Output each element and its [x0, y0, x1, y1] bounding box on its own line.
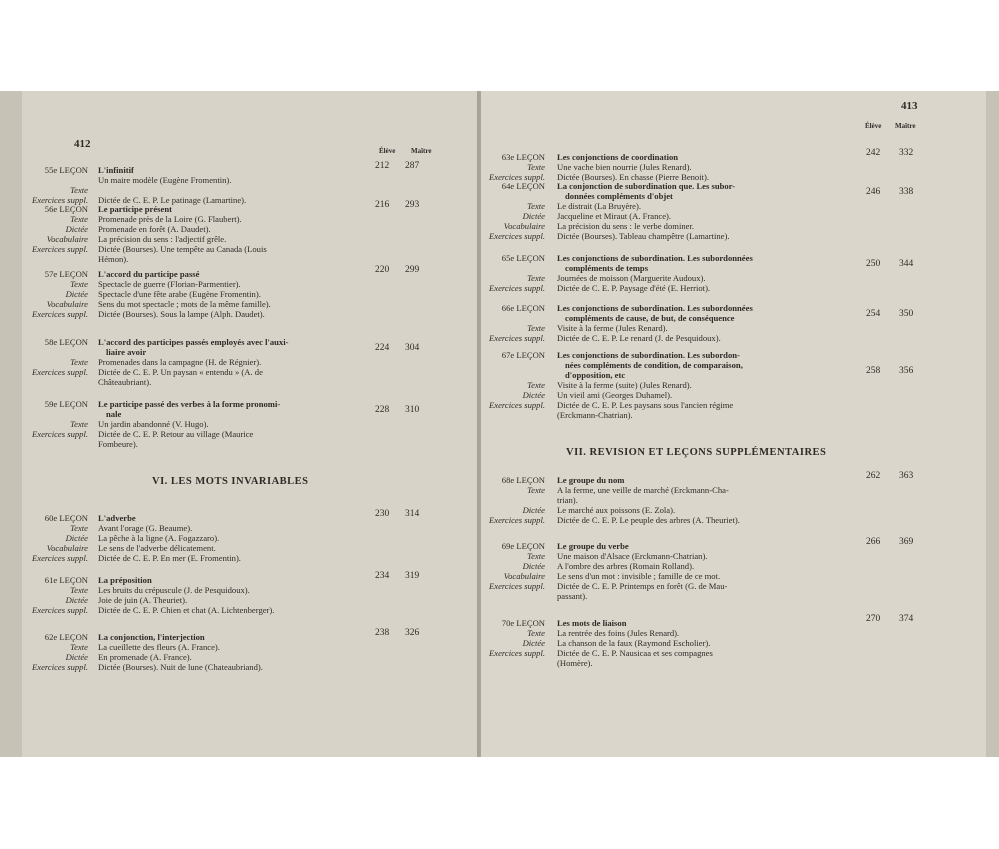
line-label: Texte: [527, 323, 545, 333]
line-text: Hémon).: [98, 254, 129, 264]
section-title: VI. LES MOTS INVARIABLES: [152, 476, 309, 487]
lesson-title: Les conjonctions de subordination. Les subordonnées: [557, 303, 753, 313]
column-header-eleve: Élève: [379, 147, 396, 155]
line-text: La cueillette des fleurs (A. France).: [98, 642, 220, 652]
lesson-number: 69e LEÇON: [501, 541, 545, 551]
page-ref-eleve: 266: [866, 537, 881, 547]
page-ref-maitre: 293: [405, 200, 420, 210]
lesson-title: Le participe présent: [98, 204, 172, 214]
line-text: Fombeure).: [98, 439, 138, 449]
page-ref-maitre: 299: [405, 265, 420, 275]
lesson-title: nale: [106, 409, 122, 419]
line-text: Dictée (Bourses). Nuit de lune (Chateaubriand).: [98, 662, 263, 672]
line-label: Exercices suppl.: [489, 515, 545, 525]
page-ref-eleve: 246: [866, 187, 881, 197]
line-text: (Homère).: [557, 658, 593, 668]
line-text: Une maison d'Alsace (Erckmann-Chatrian).: [557, 551, 708, 561]
line-text: Promenade en forêt (A. Daudet).: [98, 224, 211, 234]
page-ref-maitre: 356: [899, 366, 914, 376]
lesson-title: Les conjonctions de subordination. Les subordonnées: [557, 253, 753, 263]
lesson-number: 62e LEÇON: [44, 632, 88, 642]
lesson-title: Le participe passé des verbes à la forme pronomi-: [98, 399, 281, 409]
page-ref-eleve: 250: [866, 259, 881, 269]
line-text: Dictée (Bourses). Sous la lampe (Alph. Daudet).: [98, 309, 265, 319]
line-text: Sens du mot spectacle ; mots de la même famille).: [98, 299, 271, 309]
line-label: Exercices suppl.: [32, 662, 88, 672]
line-label: Dictée: [65, 224, 88, 234]
line-text: Promenade près de la Loire (G. Flaubert).: [98, 214, 242, 224]
lesson-number: 60e LEÇON: [44, 513, 88, 523]
line-label: Exercices suppl.: [32, 605, 88, 615]
lesson-title: L'accord des participes passés employés avec l'auxi-: [98, 337, 289, 347]
page-ref-eleve: 228: [375, 405, 390, 415]
line-label: Texte: [70, 419, 88, 429]
line-text: A l'ombre des arbres (Romain Rolland).: [557, 561, 695, 571]
line-text: Journées de moisson (Marguerite Audoux).: [557, 273, 706, 283]
lesson-title: liaire avoir: [106, 347, 147, 357]
page-ref-maitre: 374: [899, 614, 914, 624]
line-label: Dictée: [65, 652, 88, 662]
line-label: Exercices suppl.: [489, 231, 545, 241]
line-text: Dictée (Bourses). Une tempête au Canada (Louis: [98, 244, 267, 254]
line-text: Le marché aux poissons (E. Zola).: [557, 505, 676, 515]
line-text: Visite à la ferme (Jules Renard).: [557, 323, 668, 333]
page-ref-eleve: 238: [375, 628, 390, 638]
page-ref-maitre: 326: [405, 628, 420, 638]
line-text: Dictée (Bourses). En chasse (Pierre Benoit).: [557, 172, 710, 182]
page-ref-maitre: 363: [899, 471, 914, 481]
lesson-title: Les conjonctions de coordination: [557, 152, 679, 162]
line-text: Dictée de C. E. P. Le peuple des arbres (A. Theuriet).: [557, 515, 740, 525]
line-text: Un maire modèle (Eugène Fromentin).: [98, 175, 232, 185]
lesson-title: Les mots de liaison: [557, 618, 627, 628]
lesson-title: données compléments d'objet: [565, 191, 673, 201]
line-label: Vocabulaire: [46, 543, 88, 553]
line-text: trian).: [557, 495, 578, 505]
line-label: Exercices suppl.: [489, 648, 545, 658]
line-text: La rentrée des foins (Jules Renard).: [557, 628, 680, 638]
line-label: Exercices suppl.: [32, 309, 88, 319]
line-text: Une vache bien nourrie (Jules Renard).: [557, 162, 692, 172]
page-ref-eleve: 242: [866, 148, 881, 158]
page-ref-maitre: 304: [405, 343, 420, 353]
lesson-number: 57e LEÇON: [44, 269, 88, 279]
column-header-maitre: Maître: [411, 147, 432, 155]
line-text: Dictée de C. E. P. Printemps en forêt (G. de Mau-: [557, 581, 728, 591]
line-text: Dictée de C. E. P. Retour au village (Maurice: [98, 429, 254, 439]
line-text: Les bruits du crépuscule (J. de Pesquidoux).: [98, 585, 250, 595]
lesson-number: 63e LEÇON: [501, 152, 545, 162]
page-ref-maitre: 287: [405, 161, 420, 171]
page-ref-maitre: 310: [405, 405, 420, 415]
column-header-eleve: Élève: [865, 122, 882, 130]
line-text: A la ferme, une veille de marché (Erckmann-Cha-: [557, 485, 729, 495]
line-label: Texte: [527, 273, 545, 283]
page-ref-maitre: 314: [405, 509, 420, 519]
page-ref-maitre: 369: [899, 537, 914, 547]
line-text: Promenades dans la campagne (H. de Régnier).: [98, 357, 262, 367]
line-text: Spectacle de guerre (Florian-Parmentier).: [98, 279, 241, 289]
line-label: Texte: [70, 185, 88, 195]
line-label: Dictée: [65, 595, 88, 605]
line-label: Texte: [70, 523, 88, 533]
lesson-title: L'infinitif: [98, 165, 134, 175]
column-header-maitre: Maître: [895, 122, 916, 130]
line-label: Texte: [70, 279, 88, 289]
line-label: Vocabulaire: [503, 221, 545, 231]
line-text: passant).: [557, 591, 588, 601]
line-text: Dictée de C. E. P. Un paysan « entendu » (A. de: [98, 367, 263, 377]
lesson-title: nées compléments de condition, de comparaison,: [565, 360, 743, 370]
line-label: Texte: [527, 551, 545, 561]
lesson-number: 65e LEÇON: [501, 253, 545, 263]
lesson-number: 66e LEÇON: [501, 303, 545, 313]
lesson-title: d'opposition, etc: [565, 370, 626, 380]
line-label: Dictée: [522, 638, 545, 648]
line-text: La précision du sens : le verbe dominer.: [557, 221, 694, 231]
line-label: Texte: [527, 162, 545, 172]
line-text: Spectacle d'une fête arabe (Eugène Fromentin).: [98, 289, 261, 299]
line-text: En promenade (A. France).: [98, 652, 192, 662]
lesson-number: 70e LEÇON: [501, 618, 545, 628]
lesson-number: 59e LEÇON: [44, 399, 88, 409]
line-text: Dictée de C. E. P. Nausicaa et ses compagnes: [557, 648, 713, 658]
section-title: VII. REVISION ET LEÇONS SUPPLÉMENTAIRES: [566, 447, 827, 458]
line-label: Exercices suppl.: [489, 581, 545, 591]
line-text: Dictée de C. E. P. En mer (E. Fromentin).: [98, 553, 241, 563]
line-label: Dictée: [65, 533, 88, 543]
line-label: Exercices suppl.: [32, 195, 88, 205]
left-page: [22, 91, 477, 757]
line-label: Texte: [70, 214, 88, 224]
line-text: Dictée (Bourses). Tableau champêtre (Lamartine).: [557, 231, 730, 241]
lesson-number: 56e LEÇON: [44, 204, 88, 214]
line-label: Exercices suppl.: [32, 244, 88, 254]
line-label: Texte: [70, 357, 88, 367]
line-text: Dictée de C. E. P. Le renard (J. de Pesquidoux).: [557, 333, 721, 343]
line-label: Texte: [527, 485, 545, 495]
line-label: Texte: [70, 585, 88, 595]
page-number: 413: [901, 100, 918, 112]
line-text: Visite à la ferme (suite) (Jules Renard).: [557, 380, 692, 390]
line-label: Exercices suppl.: [32, 553, 88, 563]
lesson-number: 64e LEÇON: [501, 181, 545, 191]
line-label: Texte: [527, 201, 545, 211]
page-ref-maitre: 332: [899, 148, 914, 158]
line-text: Avant l'orage (G. Beaume).: [98, 523, 193, 533]
lesson-title: L'accord du participe passé: [98, 269, 200, 279]
line-text: Dictée de C. E. P. Chien et chat (A. Lichtenberger).: [98, 605, 275, 615]
line-text: Un vieil ami (Georges Duhamel).: [557, 390, 673, 400]
line-label: Texte: [70, 642, 88, 652]
line-text: La chanson de la faux (Raymond Escholier).: [557, 638, 711, 648]
lesson-title: La préposition: [98, 575, 152, 585]
lesson-title: Le groupe du verbe: [557, 541, 629, 551]
line-label: Dictée: [522, 390, 545, 400]
line-label: Vocabulaire: [46, 299, 88, 309]
page-ref-eleve: 254: [866, 309, 881, 319]
line-text: Dictée de C. E. P. Le patinage (Lamartine).: [98, 195, 247, 205]
lesson-title: La conjonction de subordination que. Les subor-: [557, 181, 736, 191]
right-page: [481, 91, 986, 757]
line-label: Dictée: [522, 211, 545, 221]
line-text: Châteaubriant).: [98, 377, 152, 387]
lesson-title: compléments de temps: [565, 263, 649, 273]
line-label: Exercices suppl.: [32, 429, 88, 439]
page-ref-maitre: 338: [899, 187, 914, 197]
line-label: Dictée: [522, 561, 545, 571]
line-text: Jacqueline et Miraut (A. France).: [557, 211, 672, 221]
line-text: Le sens de l'adverbe délicatement.: [98, 543, 216, 553]
line-label: Vocabulaire: [46, 234, 88, 244]
line-text: La précision du sens : l'adjectif grêle.: [98, 234, 227, 244]
page-ref-maitre: 350: [899, 309, 914, 319]
line-label: Exercices suppl.: [489, 333, 545, 343]
lesson-number: 68e LEÇON: [501, 475, 545, 485]
line-text: Joie de juin (A. Theuriet).: [98, 595, 188, 605]
lesson-title: Les conjonctions de subordination. Les subordon-: [557, 350, 740, 360]
line-text: Le distrait (La Bruyère).: [557, 201, 641, 211]
lesson-title: compléments de cause, de but, de conséquence: [565, 313, 735, 323]
page-ref-eleve: 224: [375, 343, 390, 353]
page-ref-eleve: 270: [866, 614, 881, 624]
page-ref-eleve: 230: [375, 509, 390, 519]
lesson-number: 55e LEÇON: [44, 165, 88, 175]
page-ref-eleve: 234: [375, 571, 390, 581]
line-label: Exercices suppl.: [489, 400, 545, 410]
page-ref-eleve: 212: [375, 161, 390, 171]
line-label: Dictée: [522, 505, 545, 515]
lesson-title: L'adverbe: [98, 513, 136, 523]
page-ref-eleve: 220: [375, 265, 390, 275]
line-label: Exercices suppl.: [32, 367, 88, 377]
lesson-number: 61e LEÇON: [44, 575, 88, 585]
line-text: Le sens d'un mot : invisible ; famille de ce mot.: [557, 571, 721, 581]
line-text: Dictée de C. E. P. Les paysans sous l'ancien régime: [557, 400, 734, 410]
lesson-number: 58e LEÇON: [44, 337, 88, 347]
line-label: Texte: [527, 380, 545, 390]
page-ref-eleve: 262: [866, 471, 881, 481]
line-text: Un jardin abandonné (V. Hugo).: [98, 419, 209, 429]
line-label: Vocabulaire: [503, 571, 545, 581]
lesson-title: Le groupe du nom: [557, 475, 625, 485]
page-number: 412: [74, 138, 91, 150]
line-label: Exercices suppl.: [489, 172, 545, 182]
page-ref-maitre: 319: [405, 571, 420, 581]
line-text: (Erckmann-Chatrian).: [557, 410, 633, 420]
lesson-title: La conjonction, l'interjection: [98, 632, 205, 642]
line-label: Dictée: [65, 289, 88, 299]
line-text: La pêche à la ligne (A. Fogazzaro).: [98, 533, 220, 543]
page-ref-maitre: 344: [899, 259, 914, 269]
line-label: Exercices suppl.: [489, 283, 545, 293]
page-ref-eleve: 258: [866, 366, 881, 376]
page-ref-eleve: 216: [375, 200, 390, 210]
open-book: [0, 91, 999, 757]
lesson-number: 67e LEÇON: [501, 350, 545, 360]
line-text: Dictée de C. E. P. Paysage d'été (E. Herriot).: [557, 283, 711, 293]
line-label: Texte: [527, 628, 545, 638]
